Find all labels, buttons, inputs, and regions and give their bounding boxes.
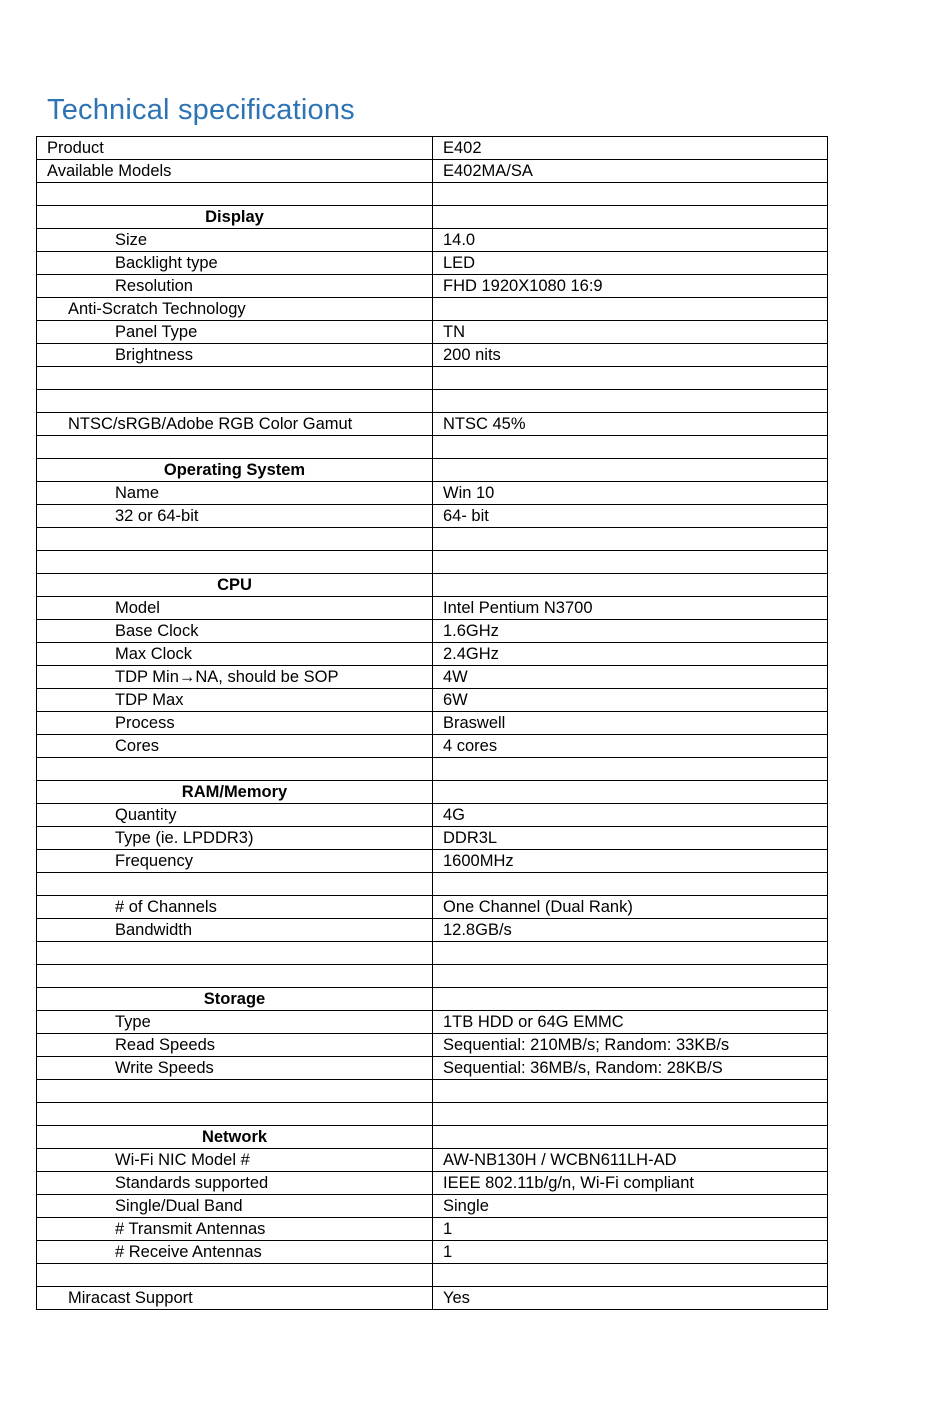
spec-value: E402MA/SA [433,160,828,183]
spec-label [37,1080,433,1103]
spec-row [37,643,828,666]
spec-label [37,551,433,574]
spec-value: 64- bit [433,505,828,528]
blank-row [37,183,828,206]
spec-value: Yes [433,1287,828,1310]
spec-value [433,436,828,459]
blank-row [37,1264,828,1287]
spec-label: Standards supported [37,1172,433,1195]
section-title: Network [37,1126,433,1149]
section-title: Storage [37,988,433,1011]
spec-row [37,1195,828,1218]
spec-row [37,1287,828,1310]
spec-value [433,781,828,804]
section-title: CPU [37,574,433,597]
blank-row [37,436,828,459]
spec-label [37,183,433,206]
spec-value [433,988,828,1011]
spec-value: IEEE 802.11b/g/n, Wi-Fi compliant [433,1172,828,1195]
section-header-row [37,574,828,597]
spec-label: Resolution [37,275,433,298]
section-header-row [37,206,828,229]
spec-value: E402 [433,137,828,160]
spec-value [433,528,828,551]
spec-label: # of Channels [37,896,433,919]
spec-row [37,850,828,873]
spec-label: Quantity [37,804,433,827]
spec-value: One Channel (Dual Rank) [433,896,828,919]
spec-row [37,597,828,620]
spec-value [433,206,828,229]
spec-label [37,367,433,390]
spec-label [37,942,433,965]
spec-label: Bandwidth [37,919,433,942]
spec-row [37,413,828,436]
spec-value: 4G [433,804,828,827]
spec-label: Brightness [37,344,433,367]
spec-row [37,896,828,919]
spec-row [37,1149,828,1172]
spec-value: 12.8GB/s [433,919,828,942]
spec-label: TDP Min→NA, should be SOP [37,666,433,689]
spec-value: TN [433,321,828,344]
blank-row [37,551,828,574]
spec-label: # Transmit Antennas [37,1218,433,1241]
spec-label: Panel Type [37,321,433,344]
spec-row [37,252,828,275]
page-title: Technical specifications [47,94,355,126]
spec-table-body [37,137,828,1310]
spec-label: Write Speeds [37,1057,433,1080]
spec-row [37,712,828,735]
spec-label [37,873,433,896]
spec-row [37,505,828,528]
spec-row [37,735,828,758]
spec-value: Win 10 [433,482,828,505]
spec-row [37,919,828,942]
spec-label: Process [37,712,433,735]
spec-label: Available Models [37,160,433,183]
spec-table [36,136,828,1310]
blank-row [37,390,828,413]
spec-value [433,1103,828,1126]
spec-value: 6W [433,689,828,712]
spec-row [37,1011,828,1034]
spec-label: Base Clock [37,620,433,643]
spec-value [433,965,828,988]
spec-label: Frequency [37,850,433,873]
spec-row [37,298,828,321]
blank-row [37,965,828,988]
spec-value: Single [433,1195,828,1218]
spec-label: Model [37,597,433,620]
spec-value: Sequential: 210MB/s; Random: 33KB/s [433,1034,828,1057]
spec-value [433,942,828,965]
section-header-row [37,459,828,482]
spec-value: 1TB HDD or 64G EMMC [433,1011,828,1034]
spec-value: 4 cores [433,735,828,758]
spec-value [433,574,828,597]
spec-row [37,1034,828,1057]
spec-value: DDR3L [433,827,828,850]
spec-value [433,551,828,574]
spec-value: LED [433,252,828,275]
spec-label: Wi-Fi NIC Model # [37,1149,433,1172]
blank-row [37,367,828,390]
spec-row [37,1241,828,1264]
spec-label [37,1264,433,1287]
spec-row [37,1057,828,1080]
spec-label [37,436,433,459]
spec-value: Sequential: 36MB/s, Random: 28KB/S [433,1057,828,1080]
spec-value: NTSC 45% [433,413,828,436]
spec-value: Intel Pentium N3700 [433,597,828,620]
blank-row [37,873,828,896]
spec-value: 1 [433,1218,828,1241]
spec-label: # Receive Antennas [37,1241,433,1264]
section-title: Operating System [37,459,433,482]
spec-value: 2.4GHz [433,643,828,666]
spec-label: NTSC/sRGB/Adobe RGB Color Gamut [37,413,433,436]
spec-label: Miracast Support [37,1287,433,1310]
spec-value [433,183,828,206]
spec-label: Max Clock [37,643,433,666]
spec-row [37,321,828,344]
spec-label: Type (ie. LPDDR3) [37,827,433,850]
spec-row [37,482,828,505]
section-title: RAM/Memory [37,781,433,804]
spec-row [37,1172,828,1195]
spec-value: 200 nits [433,344,828,367]
spec-value [433,1080,828,1103]
spec-value: AW-NB130H / WCBN611LH-AD [433,1149,828,1172]
spec-row [37,689,828,712]
spec-value: 1600MHz [433,850,828,873]
section-header-row [37,781,828,804]
spec-row [37,1218,828,1241]
spec-row [37,275,828,298]
section-header-row [37,1126,828,1149]
spec-value: 14.0 [433,229,828,252]
spec-label: Backlight type [37,252,433,275]
spec-label: 32 or 64-bit [37,505,433,528]
spec-label: Single/Dual Band [37,1195,433,1218]
spec-label [37,758,433,781]
spec-label: Anti-Scratch Technology [37,298,433,321]
spec-value [433,459,828,482]
blank-row [37,758,828,781]
spec-label [37,965,433,988]
blank-row [37,942,828,965]
spec-value [433,1126,828,1149]
spec-value [433,873,828,896]
spec-row [37,229,828,252]
spec-label: Product [37,137,433,160]
spec-value: Braswell [433,712,828,735]
spec-row [37,344,828,367]
spec-row [37,827,828,850]
spec-label [37,390,433,413]
blank-row [37,528,828,551]
spec-value [433,758,828,781]
section-header-row [37,988,828,1011]
spec-label: TDP Max [37,689,433,712]
spec-label: Size [37,229,433,252]
spec-row [37,666,828,689]
spec-value [433,367,828,390]
spec-value [433,390,828,413]
spec-label: Read Speeds [37,1034,433,1057]
spec-value: 1 [433,1241,828,1264]
section-title: Display [37,206,433,229]
blank-row [37,1103,828,1126]
spec-value: 4W [433,666,828,689]
spec-value [433,1264,828,1287]
spec-row [37,804,828,827]
spec-label [37,528,433,551]
spec-value [433,298,828,321]
spec-label: Cores [37,735,433,758]
spec-value: 1.6GHz [433,620,828,643]
spec-row [37,137,828,160]
blank-row [37,1080,828,1103]
spec-value: FHD 1920X1080 16:9 [433,275,828,298]
spec-row [37,620,828,643]
spec-label: Name [37,482,433,505]
spec-row [37,160,828,183]
spec-label [37,1103,433,1126]
spec-label: Type [37,1011,433,1034]
